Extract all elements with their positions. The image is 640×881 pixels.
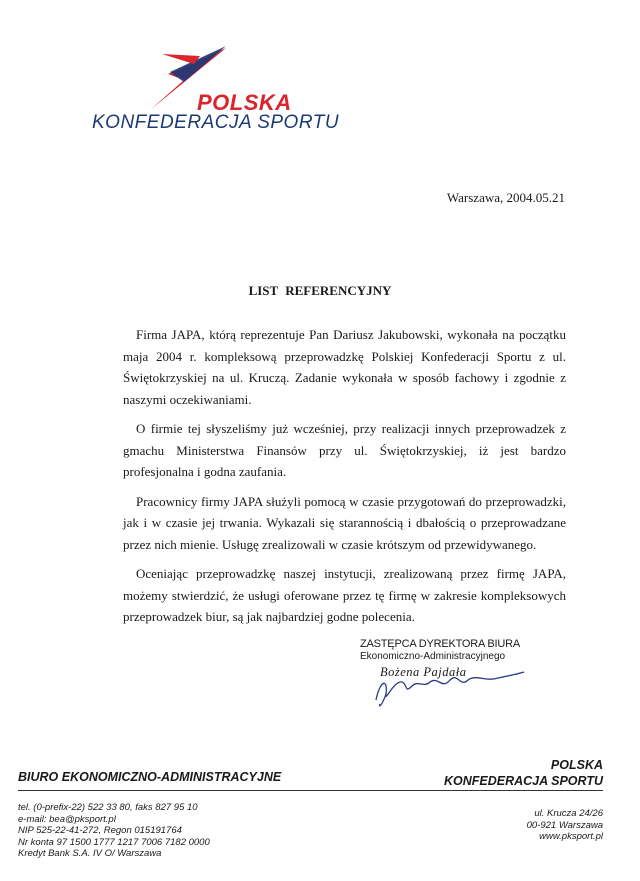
organization-logo [92,40,340,140]
handwritten-signature-icon [368,660,528,710]
footer-organization [444,757,603,789]
footer-phone: tel. (0-prefix-22) 522 33 80, faks 827 95 10 [18,802,198,813]
footer-website: www.pksport.pl [539,831,603,842]
letter-date: Warszawa, 2004.05.21 [446,190,565,205]
paragraph: O firmie tej słyszeliśmy już wcześniej, przy realizacji innych przeprowadzek z gmachu Ministerstwa Finansów przy ul. Świętokrzyskiej, iż jest bardzo profesjonalna i godna zaufania. [123,421,566,479]
footer-bank: Kredyt Bank S.A. IV O/ Warszawa [18,848,162,859]
signatory-title: ZASTĘPCA DYREKTORA BIURA [360,638,521,650]
footer-department: BIURO EKONOMICZNO-ADMINISTRACYJNE [18,770,282,784]
footer-divider [18,790,603,791]
footer-org-line2: KONFEDERACJA SPORTU [443,774,603,788]
signature-block [360,638,560,680]
letter-body [123,324,566,636]
paragraph: Oceniając przeprowadzkę naszej instytucji, zrealizowaną przez firmę JAPA, możemy stwierdzić, że usługi oferowane przez tę firmę w zakresie kompleksowych przeprowadzek biur, są jak najbardziej godne polecenia. [123,566,566,624]
logo-polska-text: POLSKA [197,90,292,115]
paragraph: Pracownicy firmy JAPA służyli pomocą w czasie przygotowań do przeprowadzki, jak i w czasie jej trwania. Wykazali się starannością i dbałością o przeprowadzane przez nich mienie. Usługę zrealizowali w czasie krótszym od przewidywanego. [123,493,566,552]
footer-org-line1: POLSKA [550,758,603,772]
footer-nip: NIP 525-22-41-272, Regon 015191764 [18,825,182,836]
signatory-department: Ekonomiczno-Administracyjnego [360,651,506,662]
footer-street: ul. Krucza 24/26 [534,808,603,819]
letter-title: LIST REFERENCYJNY [248,283,392,298]
footer-address [527,808,603,843]
footer-account: Nr konta 97 1500 1777 1217 7006 7182 0000 [18,836,210,848]
paragraph: Firma JAPA, którą reprezentuje Pan Dariusz Jakubowski, wykonała na początku maja 2004 r. kompleksową przeprowadzkę Polskiej Konfederacji Sportu z ul. Świętokrzyskiej na ul. Kruczą. Zadanie wykonała w sposób fachowy i zgodnie z naszymi oczekiwaniami. [123,327,566,407]
footer-contact [18,802,210,860]
logo-konfederacja-text: KONFEDERACJA SPORTU [92,112,340,133]
signatory-name: Bożena Pajdała [380,665,467,679]
footer-email: e-mail: bea@pksport.pl [18,813,116,825]
footer-city: 00-921 Warszawa [526,819,603,831]
